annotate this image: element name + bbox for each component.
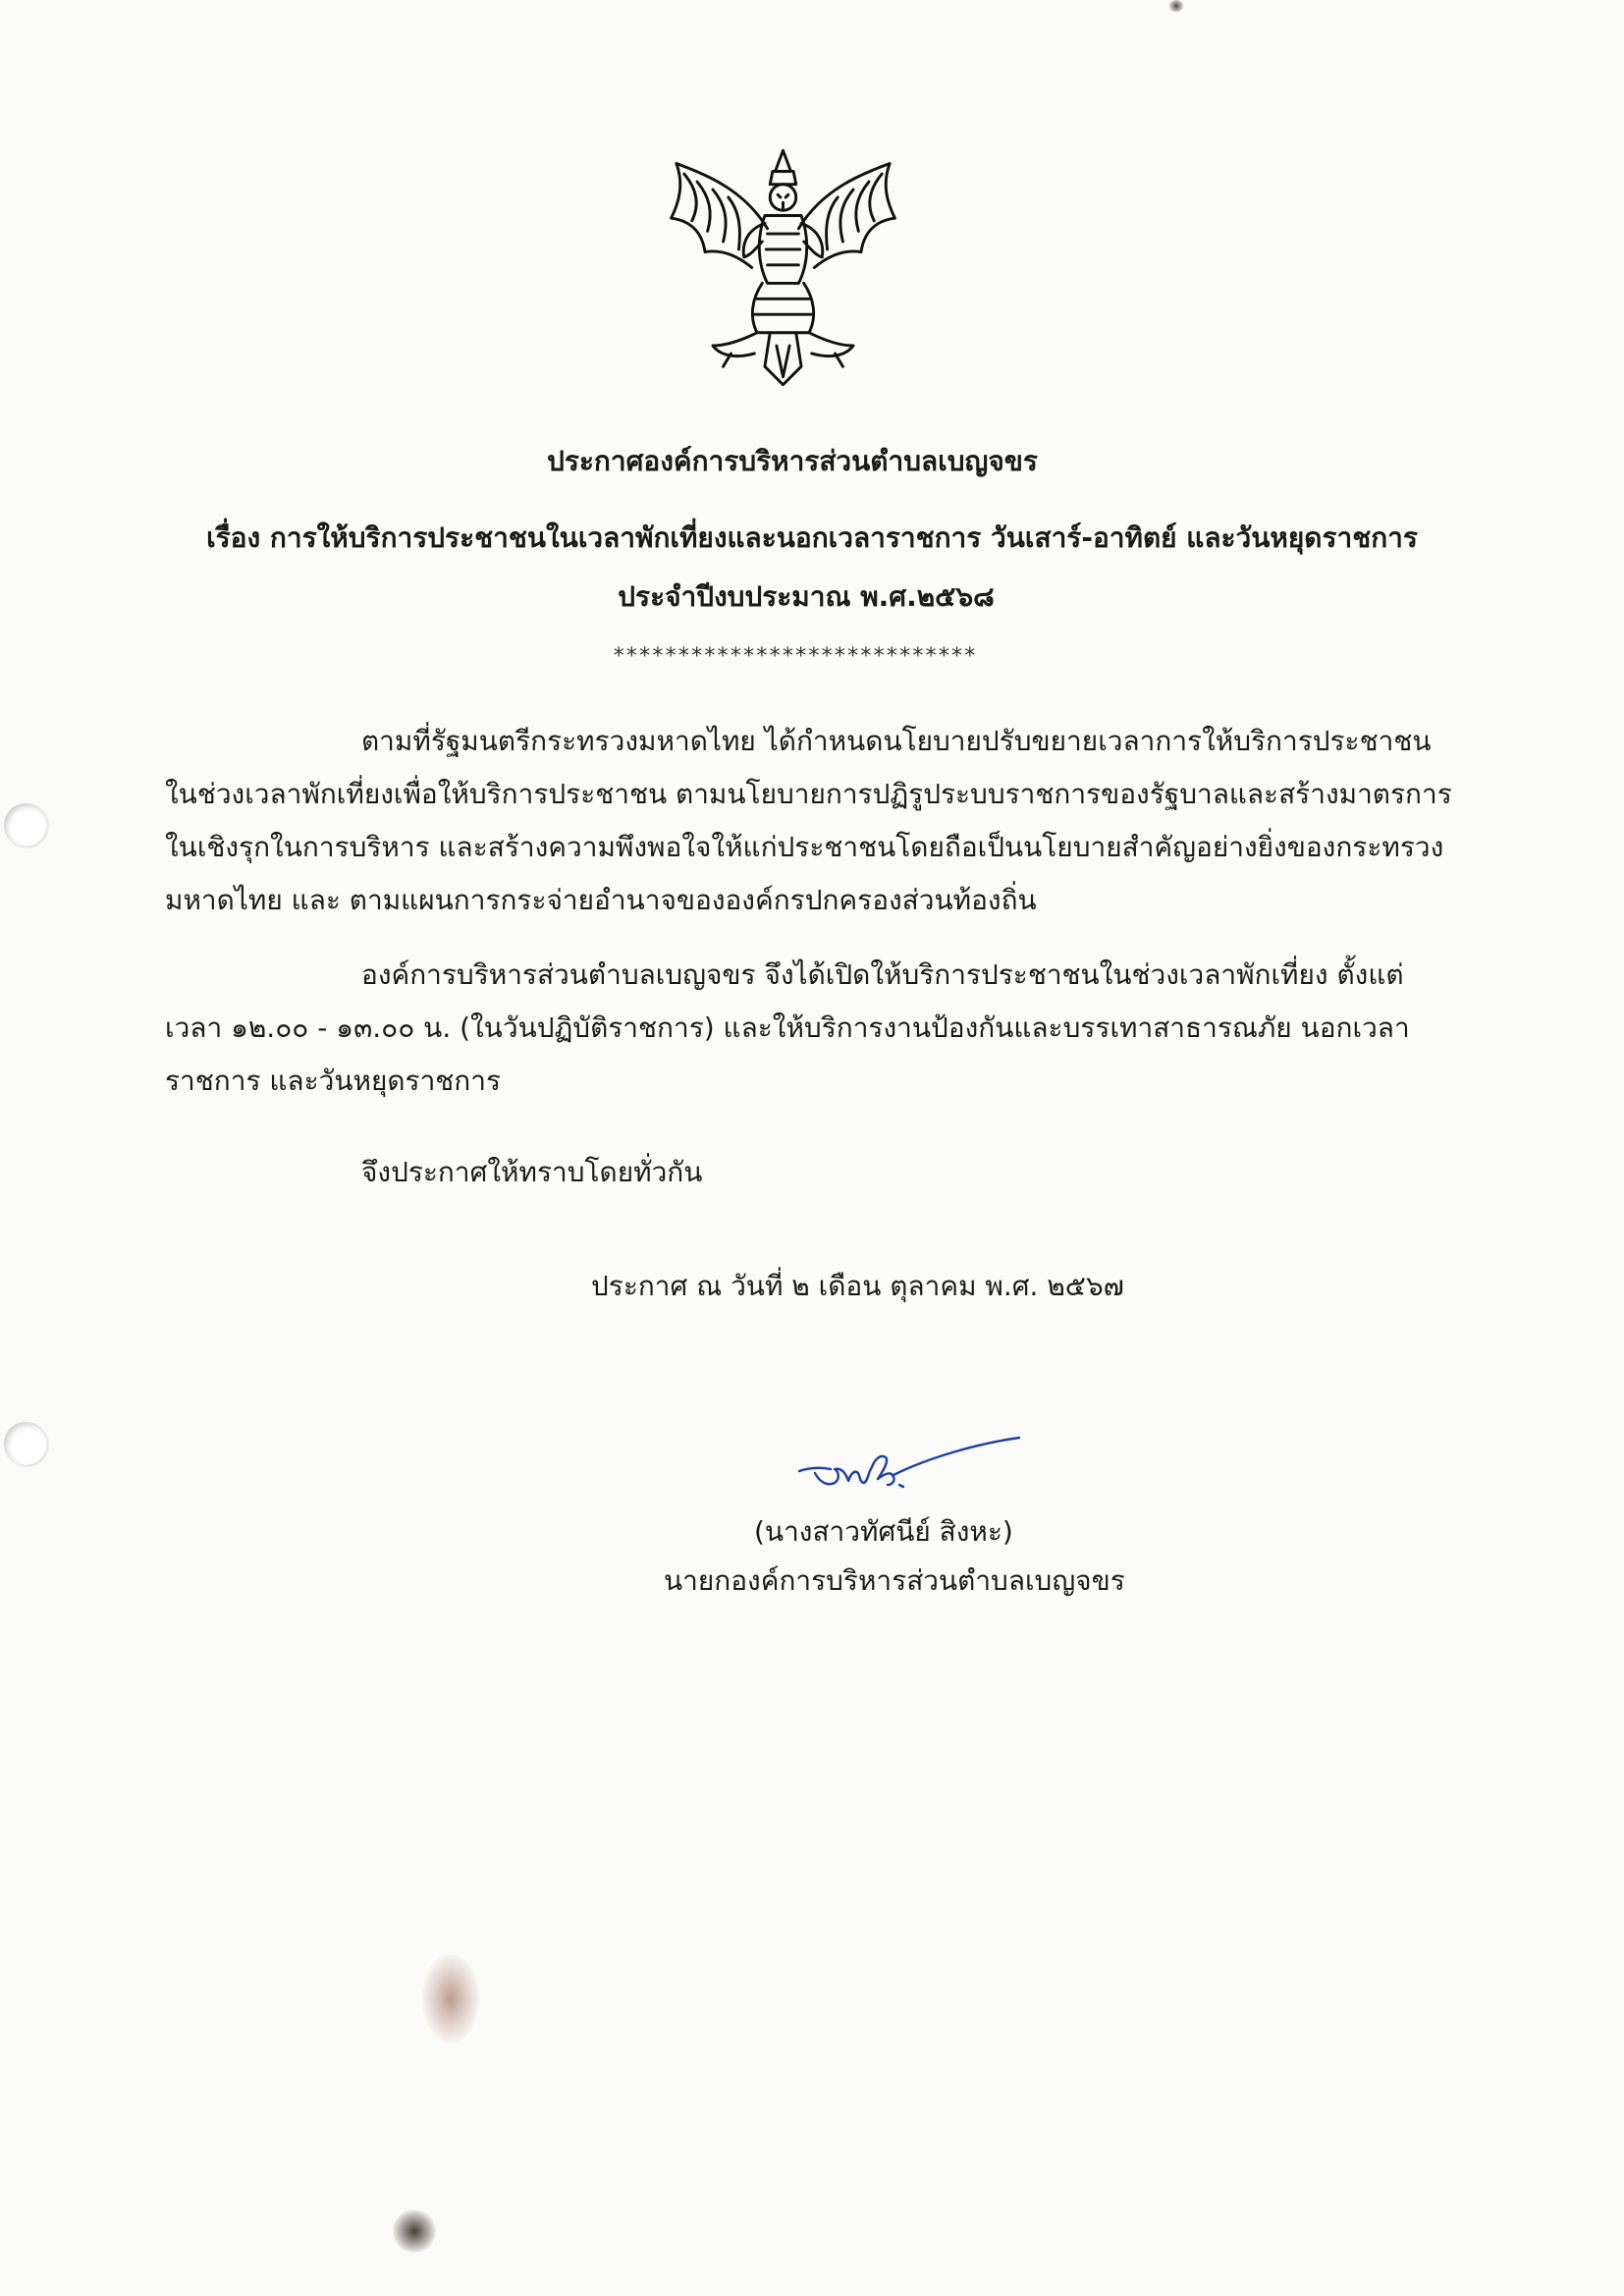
- paragraph-2: [165, 949, 1422, 1108]
- paper-stain: [1168, 0, 1184, 12]
- paper-stain: [393, 2210, 436, 2253]
- document-subject-fiscal-year: ประจำปีงบประมาณ พ.ศ.๒๕๖๘: [618, 580, 995, 613]
- paragraph-1: [165, 715, 1452, 927]
- paragraph-line: ในเชิงรุกในการบริหาร และสร้างความพึงพอใจให้แก่ประชาชนโดยถือเป็นนโยบายสำคัญอย่างยิ่งของกระทรวง: [165, 831, 1444, 863]
- document-subject: เรื่อง การให้บริการประชาชนในเวลาพักเที่ยงและนอกเวลาราชการ วันเสาร์-อาทิตย์ และวันหยุดราชการ: [206, 521, 1418, 554]
- paragraph-line: เวลา ๑๒.๐๐ - ๑๓.๐๐ น. (ในวันปฏิบัติราชการ) และให้บริการงานป้องกันและบรรเทาสาธารณภัย นอกเวลา: [165, 1011, 1410, 1044]
- signer-name: (นางสาวทัศนีย์ สิงหะ): [754, 1515, 1013, 1548]
- signer-title: นายกองค์การบริหารส่วนตำบลเบญจขร: [664, 1564, 1125, 1597]
- announcement-date: ประกาศ ณ วันที่ ๒ เดือน ตุลาคม พ.ศ. ๒๕๖๗: [591, 1270, 1124, 1302]
- signature-image: [791, 1428, 1027, 1516]
- document-title: ประกาศองค์การบริหารส่วนตำบลเบญจขร: [547, 445, 1038, 477]
- closing-statement: จึงประกาศให้ทราบโดยทั่วกัน: [361, 1156, 703, 1188]
- garuda-emblem-icon: [653, 137, 913, 398]
- paragraph-line: ราชการ และวันหยุดราชการ: [165, 1065, 502, 1097]
- punch-hole: [4, 803, 47, 847]
- paragraph-line: มหาดไทย และ ตามแผนการกระจ่ายอำนาจขององค์กรปกครองส่วนท้องถิ่น: [165, 884, 1037, 916]
- paragraph-line: ในช่วงเวลาพักเที่ยงเพื่อให้บริการประชาชน ตามนโยบายการปฏิรูประบบราชการของรัฐบาลและสร้างมาตรการ: [165, 778, 1452, 810]
- paragraph-line: ตามที่รัฐมนตรีกระทรวงมหาดไทย ได้กำหนดนโยบายปรับขยายเวลาการให้บริการประชาชน: [361, 725, 1432, 757]
- paper-stain: [422, 1954, 479, 2043]
- punch-hole: [4, 1422, 47, 1465]
- paragraph-line: องค์การบริหารส่วนตำบลเบญจขร จึงได้เปิดให้บริการประชาชนในช่วงเวลาพักเที่ยง ตั้งแต่: [361, 958, 1404, 991]
- separator: ****************************: [612, 644, 977, 669]
